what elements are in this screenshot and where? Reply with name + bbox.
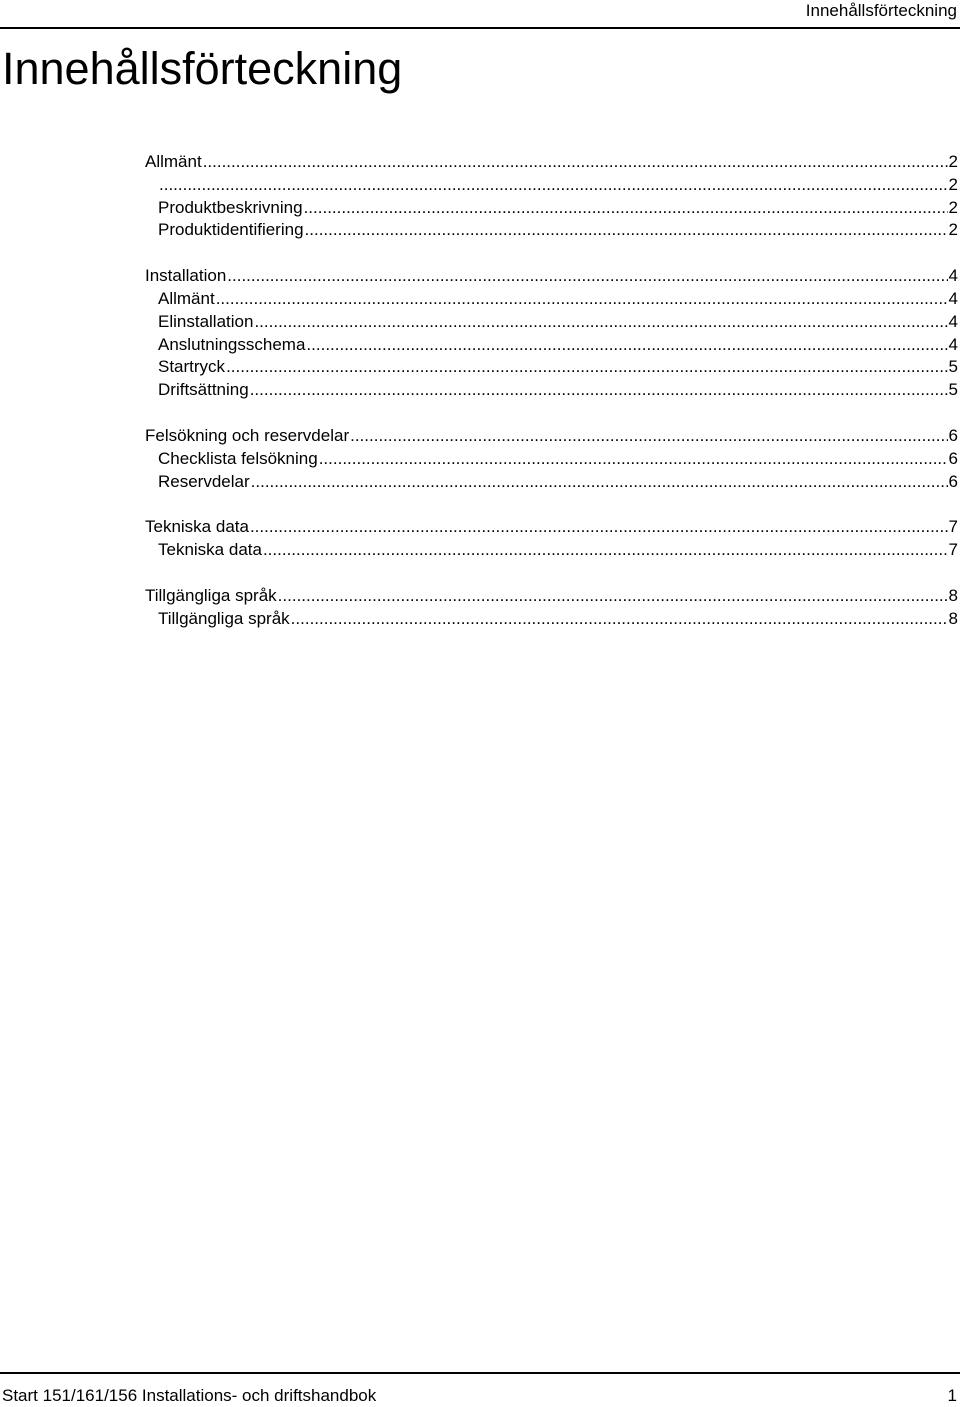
toc-dot-leader xyxy=(254,311,947,334)
toc-dot-leader xyxy=(263,539,948,562)
toc-dot-leader xyxy=(306,334,947,357)
toc-section xyxy=(145,425,958,493)
toc-entry-subsection[interactable] xyxy=(145,356,958,379)
toc-entry-subsection[interactable] xyxy=(145,448,958,471)
toc-entry-label: Allmänt xyxy=(158,288,215,308)
table-of-contents xyxy=(145,151,958,654)
toc-entry-page: 2 xyxy=(948,197,958,217)
toc-entry-page: 5 xyxy=(948,380,958,400)
footer-document-title: Start 151/161/156 Installations- och driftshandbok xyxy=(2,1386,377,1405)
toc-section xyxy=(145,265,958,402)
toc-entry-label: Tillgängliga språk xyxy=(158,608,290,628)
toc-dot-leader xyxy=(203,151,948,174)
toc-entry-section[interactable] xyxy=(145,151,958,174)
toc-entry-section[interactable] xyxy=(145,585,958,608)
toc-entry-page: 4 xyxy=(948,311,958,331)
toc-entry-page: 4 xyxy=(948,334,958,354)
toc-entry-label: Elinstallation xyxy=(158,311,254,331)
toc-section xyxy=(145,585,958,631)
toc-entry-section[interactable] xyxy=(145,265,958,288)
toc-entry-label: Startryck xyxy=(158,357,226,377)
toc-entry-label: Tillgängliga språk xyxy=(145,585,277,605)
toc-entry-label: Reservdelar xyxy=(158,471,250,491)
toc-entry-section[interactable] xyxy=(145,516,958,539)
toc-section xyxy=(145,516,958,562)
toc-entry-subsection[interactable] xyxy=(145,334,958,357)
toc-entry-subsection[interactable] xyxy=(145,379,958,402)
toc-entry-label: Installation xyxy=(145,266,227,286)
toc-entry-label: Felsökning och reservdelar xyxy=(145,425,350,445)
header-rule xyxy=(0,27,960,29)
toc-entry-page: 6 xyxy=(948,448,958,468)
toc-entry-page: 8 xyxy=(948,585,958,605)
toc-entry-subsection[interactable] xyxy=(145,539,958,562)
toc-entry-label: Tekniska data xyxy=(145,517,249,537)
toc-entry-subsection[interactable] xyxy=(145,219,958,242)
toc-entry-page: 2 xyxy=(948,152,958,171)
toc-dot-leader xyxy=(305,219,948,242)
toc-entry-label: Checklista felsökning xyxy=(158,448,318,468)
toc-entry-label: Driftsättning xyxy=(158,380,249,400)
toc-entry-page: 2 xyxy=(948,174,958,194)
toc-entry-subsection[interactable] xyxy=(145,288,958,311)
toc-dot-leader xyxy=(216,288,948,311)
toc-entry-page: 4 xyxy=(948,266,958,286)
toc-section xyxy=(145,151,958,242)
toc-dot-leader xyxy=(227,265,947,288)
toc-dot-leader xyxy=(159,174,948,197)
toc-entry-label: Produktidentifiering xyxy=(158,220,304,240)
toc-entry-page: 8 xyxy=(948,608,958,628)
toc-dot-leader xyxy=(319,448,948,471)
toc-entry-page: 6 xyxy=(948,425,958,445)
toc-entry-page: 2 xyxy=(948,220,958,240)
toc-dot-leader xyxy=(350,425,947,448)
footer-page-number: 1 xyxy=(947,1386,957,1405)
toc-entry-label: Anslutningsschema xyxy=(158,334,306,354)
toc-dot-leader xyxy=(278,585,948,608)
toc-entry-subsection[interactable] xyxy=(145,174,958,197)
toc-dot-leader xyxy=(226,356,947,379)
toc-entry-subsection[interactable] xyxy=(145,608,958,631)
toc-entry-page: 4 xyxy=(948,288,958,308)
page-title: Innehållsförteckning xyxy=(2,43,403,94)
toc-entry-section[interactable] xyxy=(145,425,958,448)
toc-dot-leader xyxy=(251,471,948,494)
toc-entry-page: 6 xyxy=(948,471,958,491)
toc-dot-leader xyxy=(304,197,948,220)
toc-entry-label: Tekniska data xyxy=(158,540,262,560)
toc-entry-page: 5 xyxy=(948,357,958,377)
toc-entry-label: Allmänt xyxy=(145,152,202,171)
toc-entry-page: 7 xyxy=(948,517,958,537)
toc-entry-subsection[interactable] xyxy=(145,311,958,334)
toc-entry-subsection[interactable] xyxy=(145,197,958,220)
toc-entry-label: Produktbeskrivning xyxy=(158,197,303,217)
toc-entry-subsection[interactable] xyxy=(145,471,958,494)
toc-dot-leader xyxy=(291,608,948,631)
toc-dot-leader xyxy=(250,516,948,539)
running-header: Innehållsförteckning xyxy=(805,1,957,20)
footer-rule xyxy=(0,1372,960,1374)
toc-dot-leader xyxy=(250,379,948,402)
toc-entry-page: 7 xyxy=(948,540,958,560)
